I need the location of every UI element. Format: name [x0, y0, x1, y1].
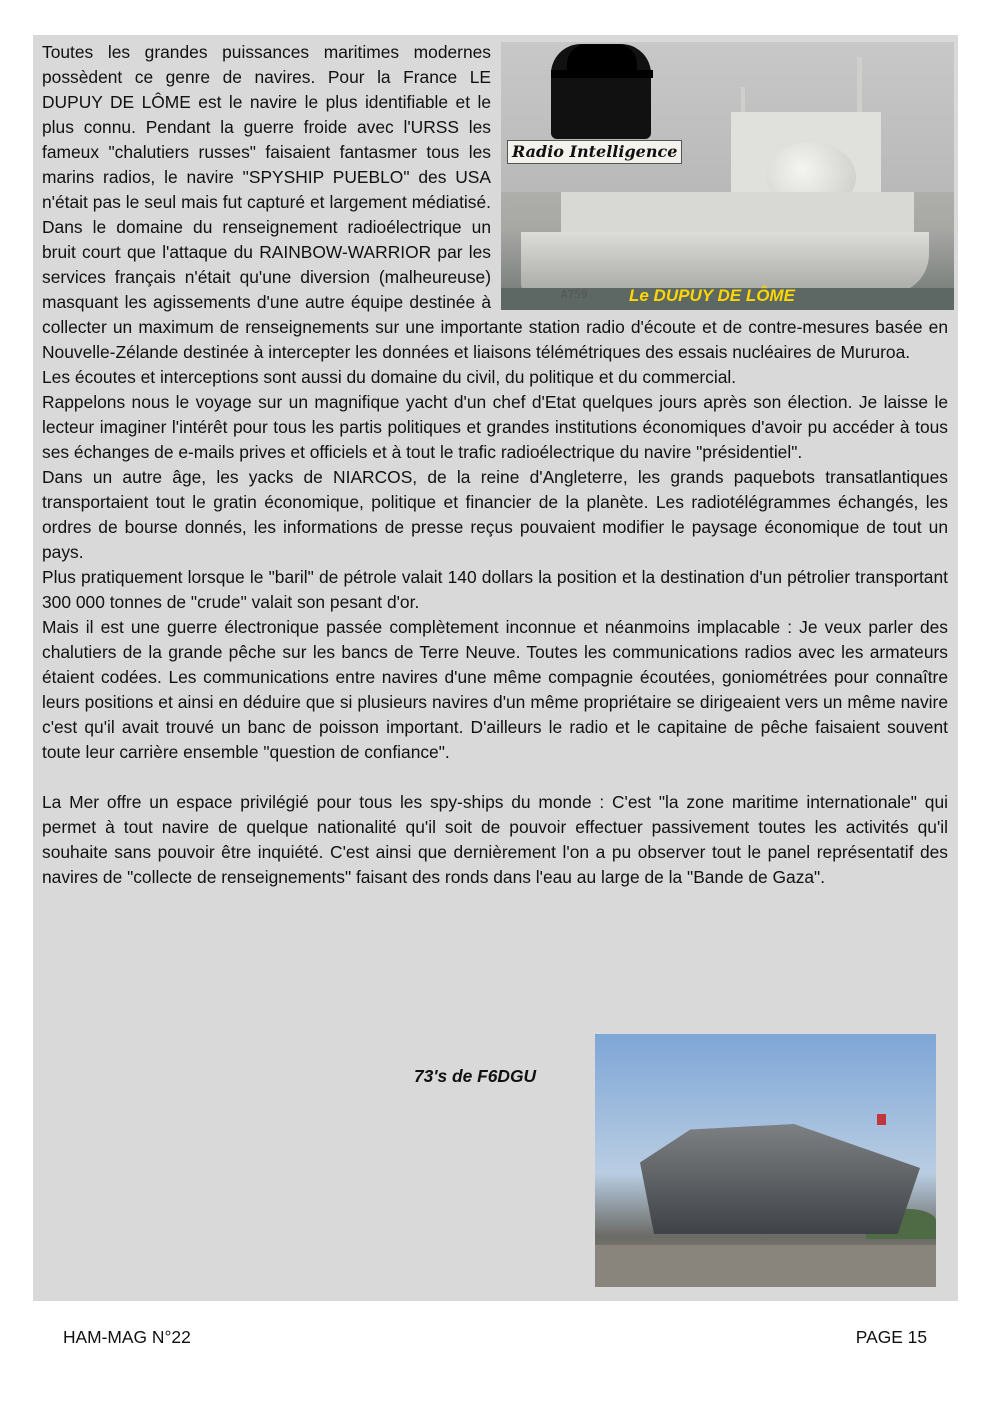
- signature: 73's de F6DGU: [414, 1066, 537, 1086]
- dupuy-de-lome-photo: [501, 42, 954, 310]
- footer-magazine: HAM-MAG N°22: [63, 1327, 191, 1347]
- flag-icon: [877, 1114, 886, 1125]
- article-body: [42, 40, 948, 890]
- paragraph-paquebots: Dans un autre âge, les yacks de NIARCOS, de la reine d'Angleterre, les grands paquebots transatlantiques transportaient tout le gratin économique, politique et financier de la planète. Les radiotélégrammes échangés, les ordres de bourse donnés, les informations de presse reçus pouvaient modifier le paysage économique de tout un pays.: [42, 467, 948, 562]
- spy-hat-brim: [551, 70, 653, 78]
- frigate-photo: [595, 1034, 936, 1287]
- photo-caption: Le DUPUY DE LÔME: [629, 286, 795, 305]
- radio-intelligence-logo: [507, 44, 699, 164]
- footer-page-number: PAGE 15: [855, 1327, 927, 1347]
- paragraph-chalutiers: Mais il est une guerre électronique passée complètement inconnue et néanmoins implacable : Je veux parler des chalutiers de la grande pêche sur les bancs de Terre Neuve. Toutes les communications radios avec les armateurs étaient codées. Les communications entre navires d'une même compagnie écoutées, goniométrées pour connaître leurs positions et ainsi en déduire que si plusieurs navires d'un même propriétaire se dirigeaient vers un même navire c'est qu'il avait trouvé un banc de poisson important. D'ailleurs le radio et le capitaine de pêche faisaient souvent toute leur carrière ensemble "question de confiance".: [42, 617, 948, 762]
- article-panel: [33, 35, 958, 1301]
- frigate-hull: [640, 1124, 920, 1234]
- paragraph-petrole: Plus pratiquement lorsque le "baril" de pétrole valait 140 dollars la position et la destination d'un pétrolier transportant 300 000 tonnes de "crude" valait son pesant d'or.: [42, 567, 948, 612]
- ship-deck: [561, 192, 914, 234]
- logo-text: Radio Intelligence: [507, 140, 682, 164]
- paragraph-yacht: Rappelons nous le voyage sur un magnifique yacht d'un chef d'Etat quelques jours après son élection. Je laisse le lecteur imaginer l'intérêt pour tous les partis politiques et grandes institutions économiques d'avoir pu accéder à tous ses échanges de e-mails prives et officiels et à tout le trafic radioélectrique du navire "présidentiel".: [42, 392, 948, 462]
- paragraph-civil: Les écoutes et interceptions sont aussi du domaine du civil, du politique et du commercial.: [42, 367, 737, 387]
- quay: [595, 1245, 936, 1287]
- hull-number: A759: [561, 288, 588, 301]
- paragraph-intro: Toutes les grandes puissances maritimes modernes possèdent ce genre de navires. Pour la France LE DUPUY DE LÔME est le navire le plus identifiable et le plus connu. Pendant la guerre froide avec l'URSS les fameux "chalutiers russes" faisaient fantasmer tous les marins radios, le navire "SPYSHIP PUEBLO" des USA n'était pas le seul mais fut capturé et largement médiatisé. Dans le domaine du renseignement radioélectrique un bruit court que l'attaque du RAINBOW-WARRIOR par les services français n'était qu'une diversion (malheureuse) masquant les agissements d'une autre équipe destinée à collecter un maximum de renseignements sur une importante station radio d'écoute et de contre-mesures basée en Nouvelle-Zélande destinée à intercepter les données et liaisons télémétriques des essais nucléaires de Mururoa.: [42, 42, 948, 362]
- paragraph-mer: La Mer offre un espace privilégié pour tous les spy-ships du monde : C'est "la zone maritime internationale" qui permet à tout navire de quelque nationalité qu'il soit de pouvoir effectuer passivement toutes les activités qu'il souhaite sans pouvoir être inquiété. C'est ainsi que dernièrement l'on a pu observer tout le panel représentatif des navires de "collecte de renseignements" faisant des ronds dans l'eau au large de la "Bande de Gaza".: [42, 792, 948, 887]
